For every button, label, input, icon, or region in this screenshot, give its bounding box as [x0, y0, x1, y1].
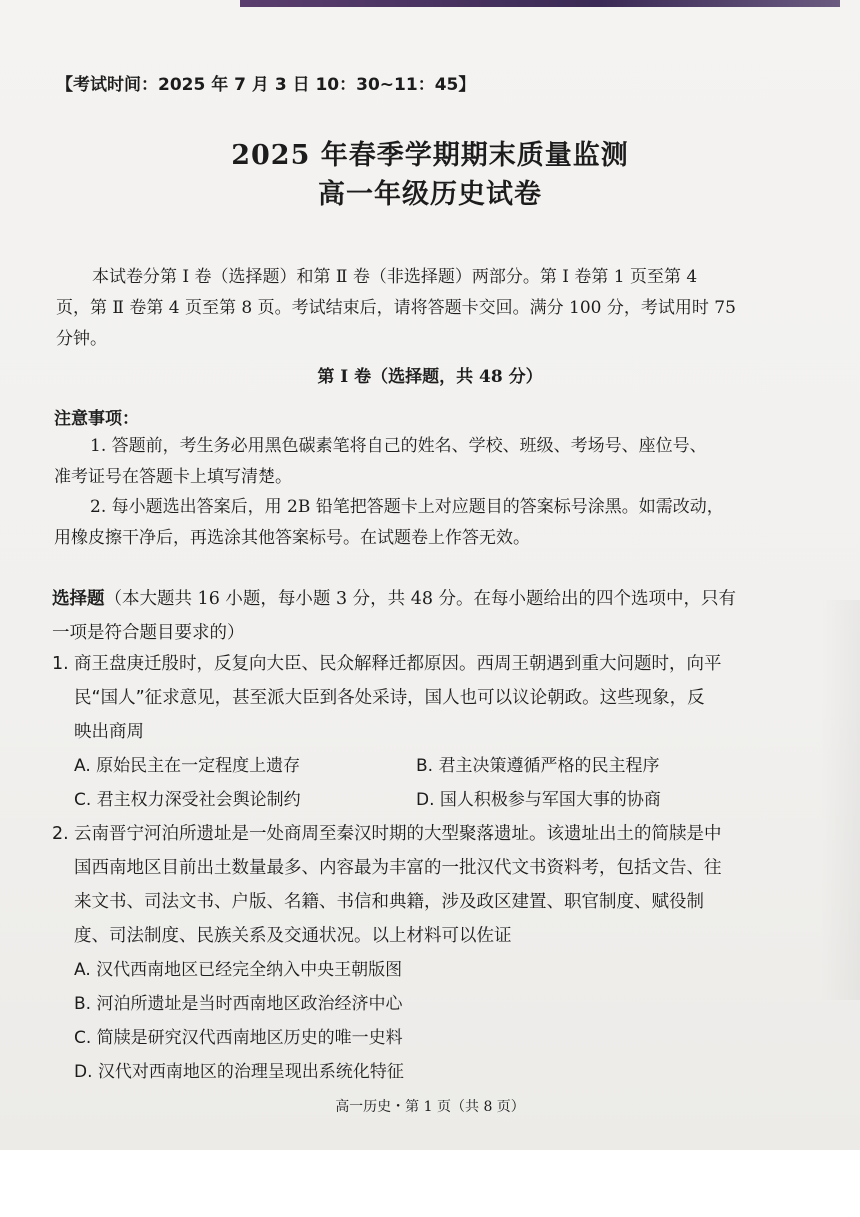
question-stem: 度、司法制度、民族关系及交通状况。以上材料可以佐证 — [74, 926, 512, 946]
question-2 — [52, 817, 722, 1089]
question-stem: 商王盘庚迁殷时，反复向大臣、民众解释迁都原因。西周王朝遇到重大问题时，向平 — [74, 654, 722, 674]
option-d[interactable]: D. 国人积极参与军国大事的协商 — [416, 790, 661, 810]
notice-line: 2. 每小题选出答案后，用 2B 铅笔把答题卡上对应题目的答案标号涂黑。如需改动， — [90, 497, 724, 517]
intro-line: 本试卷分第 Ⅰ 卷（选择题）和第 Ⅱ 卷（非选择题）两部分。第 Ⅰ 卷第 1 页至第 4 — [92, 267, 698, 287]
section-heading: 第 Ⅰ 卷（选择题，共 48 分） — [317, 367, 543, 387]
notice-item — [54, 431, 794, 493]
intro-line: 分钟。 — [56, 329, 107, 349]
notice-title: 注意事项： — [54, 409, 139, 429]
exam-subtitle: 高一年级历史试卷 — [318, 179, 542, 210]
options-row — [52, 783, 722, 817]
question-number: 2. — [52, 824, 69, 844]
exam-title: 2025 年春季学期期末质量监测 — [231, 140, 629, 171]
option-c[interactable]: C. 简牍是研究汉代西南地区历史的唯一史料 — [74, 1028, 403, 1048]
exam-time: 【考试时间：2025 年 7 月 3 日 10：30~11：45】 — [56, 75, 476, 95]
intro-line: 页，第 Ⅱ 卷第 4 页至第 8 页。考试结束后，请将答题卡交回。满分 100 分，考试用时 75 — [56, 298, 736, 318]
scan-edge-bar — [240, 0, 840, 7]
option-b[interactable]: B. 河泊所遗址是当时西南地区政治经济中心 — [74, 994, 403, 1014]
question-stem: 国西南地区目前出土数量最多、内容最为丰富的一批汉代文书资料考，包括文告、往 — [74, 858, 722, 878]
question-stem: 映出商周 — [74, 722, 144, 742]
options-row — [52, 749, 722, 783]
scan-shadow — [820, 600, 860, 1000]
option-a[interactable]: A. 原始民主在一定程度上遗存 — [74, 756, 301, 776]
option-d[interactable]: D. 汉代对西南地区的治理呈现出系统化特征 — [74, 1062, 404, 1082]
question-stem: 民“国人”征求意见，甚至派大臣到各处采诗，国人也可以议论朝政。这些现象，反 — [74, 688, 705, 708]
question-number: 1. — [52, 654, 69, 674]
mcq-rule: （本大题共 16 小题，每小题 3 分，共 48 分。在每小题给出的四个选项中，只有 — [104, 589, 737, 609]
mcq-rule: 一项是符合题目要求的） — [52, 623, 245, 643]
notice-line: 1. 答题前，考生务必用黑色碳素笔将自己的姓名、学校、班级、考场号、座位号、 — [90, 436, 707, 456]
page-footer: 高一历史・第 1 页（共 8 页） — [335, 1099, 525, 1115]
option-c[interactable]: C. 君主权力深受社会舆论制约 — [74, 790, 301, 810]
notice-item — [54, 492, 794, 554]
mcq-instructions — [52, 582, 736, 650]
mcq-label: 选择题 — [52, 589, 105, 609]
option-b[interactable]: B. 君主决策遵循严格的民主程序 — [416, 756, 660, 776]
notice-line: 用橡皮擦干净后，再选涂其他答案标号。在试题卷上作答无效。 — [54, 528, 530, 548]
question-1 — [52, 647, 722, 817]
question-stem: 云南晋宁河泊所遗址是一处商周至秦汉时期的大型聚落遗址。该遗址出土的简牍是中 — [74, 824, 722, 844]
option-a[interactable]: A. 汉代西南地区已经完全纳入中央王朝版图 — [74, 960, 403, 980]
question-stem: 来文书、司法文书、户版、名籍、书信和典籍，涉及政区建置、职官制度、赋役制 — [74, 892, 704, 912]
intro-paragraph — [56, 262, 796, 355]
notice-line: 准考证号在答题卡上填写清楚。 — [54, 467, 292, 487]
